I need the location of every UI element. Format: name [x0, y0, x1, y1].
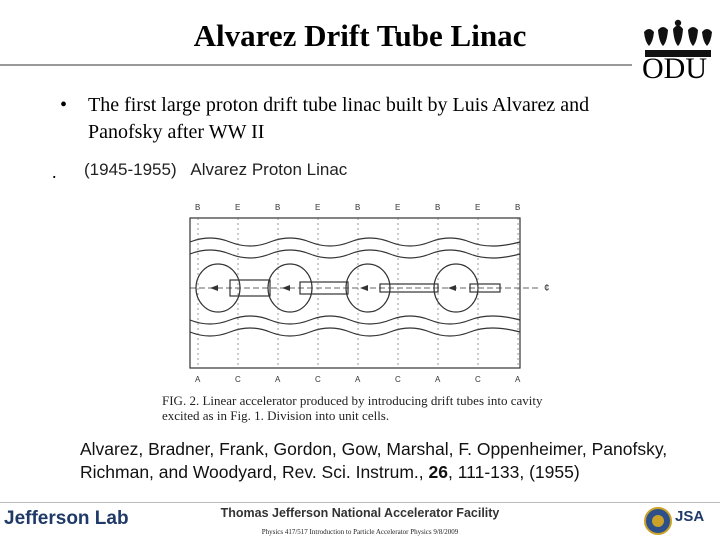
citation — [80, 438, 680, 484]
top-cell-label-2: B — [275, 203, 281, 212]
jsa-logo: JSA — [675, 508, 705, 525]
top-cell-label-7: E — [475, 203, 481, 212]
figure-heading — [84, 160, 357, 180]
bottom-cell-label-1: C — [235, 375, 241, 384]
odu-logo-text: ODU — [642, 52, 707, 85]
top-cell-label-0: B — [195, 203, 201, 212]
top-cell-label-3: E — [315, 203, 321, 212]
figure-years: (1945-1955) — [84, 160, 177, 179]
bottom-cell-label-4: A — [355, 375, 361, 384]
slide-title: Alvarez Drift Tube Linac — [193, 18, 527, 53]
figure-caption: FIG. 2. Linear accelerator produced by introducing drift tubes into cavity excited as in Fig. 1. Division into unit cells. — [162, 393, 543, 423]
top-cell-label-6: B — [435, 203, 441, 212]
jefferson-lab-logo-text: Jefferson Lab — [4, 508, 129, 529]
stray-dot: . — [52, 162, 57, 182]
axis-label: ¢ — [544, 283, 550, 294]
top-cell-label-8: B — [515, 203, 521, 212]
footer-lab-name: Thomas Jefferson National Accelerator Facility — [220, 506, 500, 520]
citation-authors: Alvarez, Bradner, Frank, Gordon, Gow, Marshal, F. Oppenheimer, Panofsky, Richman, and Woodyard, Rev. Sci. Instrum., — [80, 439, 668, 482]
footer-divider — [0, 502, 720, 503]
citation-pages: , 111-133, (1955) — [448, 462, 580, 482]
top-cell-label-4: B — [355, 203, 361, 212]
bullet-text: The first large proton drift tube linac built by Luis Alvarez and Panofsky after WW II — [88, 94, 590, 143]
footer-course: Physics 417/517 Introduction to Particle Accelerator Physics 9/8/2009 — [261, 528, 459, 536]
bottom-cell-label-5: C — [395, 375, 401, 384]
citation-volume: 26 — [428, 462, 448, 482]
bottom-cell-label-7: C — [475, 375, 481, 384]
drift-tube-diagram — [180, 198, 560, 388]
bullet-marker: • — [60, 94, 68, 116]
bottom-cell-label-8: A — [515, 375, 521, 384]
doe-seal-icon — [644, 507, 672, 535]
bottom-cell-label-0: A — [195, 375, 201, 384]
bottom-cell-label-3: C — [315, 375, 321, 384]
bottom-cell-label-2: A — [275, 375, 281, 384]
bottom-cell-label-6: A — [435, 375, 441, 384]
top-cell-label-5: E — [395, 203, 401, 212]
top-cell-label-1: E — [235, 203, 241, 212]
title-divider — [0, 64, 632, 66]
jefferson-lab-logo — [4, 508, 129, 530]
figure-title: Alvarez Proton Linac — [190, 160, 348, 179]
